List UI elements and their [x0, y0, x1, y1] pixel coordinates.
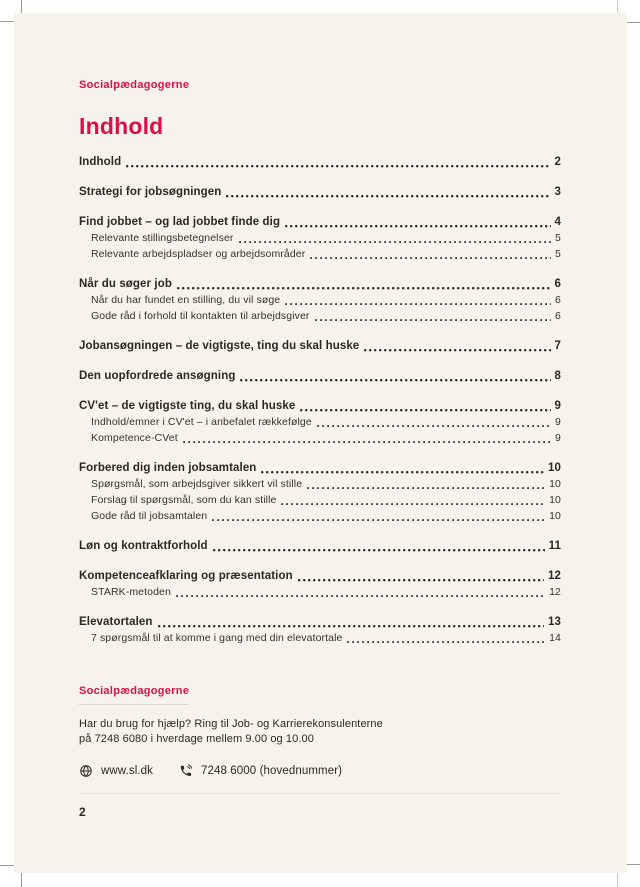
toc-entry-label: Strategi for jobsøgningen	[79, 186, 222, 198]
toc-entry-label: Jobansøgningen – de vigtigste, ting du skal huske	[79, 340, 360, 352]
toc-entry-label: Når du har fundet en stilling, du vil søge	[91, 294, 281, 306]
toc-entry-label: Kompetence-CVet	[91, 432, 178, 444]
toc-entry[interactable]	[79, 584, 561, 600]
toc-entry-page: 10	[549, 478, 561, 490]
toc-entry[interactable]	[79, 230, 561, 246]
page-title: Indhold	[79, 113, 164, 139]
toc-leader-dots	[213, 549, 545, 552]
crop-mark	[626, 864, 640, 865]
help-text-line1: Har du brug for hjælp? Ring til Job- og Karrierekonsulenterne	[79, 718, 383, 730]
toc-leader-dots	[176, 595, 545, 598]
crop-mark	[626, 22, 640, 23]
toc-entry-page: 12	[548, 570, 561, 582]
toc-entry[interactable]	[79, 308, 561, 324]
help-text-line2: på 7248 6080 i hverdage mellem 9.00 og 10.00	[79, 733, 314, 745]
toc-entry-label: Relevante arbejdspladser og arbejdsområder	[91, 248, 306, 260]
toc-leader-dots	[315, 319, 552, 322]
toc-entry-page: 9	[555, 432, 561, 444]
toc-leader-dots	[285, 303, 551, 306]
toc-entry-page: 3	[554, 186, 561, 198]
toc-entry-page: 6	[555, 310, 561, 322]
toc-leader-dots	[261, 471, 544, 474]
crop-mark	[617, 0, 618, 13]
crop-mark	[0, 21, 14, 22]
toc-leader-dots	[281, 503, 545, 506]
toc-entry-page: 10	[549, 510, 561, 522]
page-number: 2	[79, 805, 86, 819]
toc-entry[interactable]	[79, 630, 561, 646]
toc-entry-label: STARK-metoden	[91, 586, 171, 598]
toc-entry[interactable]	[79, 568, 561, 584]
toc-entry[interactable]	[79, 154, 561, 170]
toc-entry[interactable]	[79, 398, 561, 414]
toc-entry[interactable]	[79, 508, 561, 524]
crop-mark	[21, 873, 22, 887]
toc-entry-page: 13	[548, 616, 561, 628]
toc-entry-label: Relevante stillingsbetegnelser	[91, 232, 234, 244]
toc-entry-page: 5	[555, 248, 561, 260]
toc-leader-dots	[300, 409, 550, 412]
toc-leader-dots	[177, 287, 551, 290]
toc-entry-label: CV'et – de vigtigste ting, du skal huske	[79, 400, 296, 412]
toc-leader-dots	[126, 165, 550, 168]
toc-leader-dots	[317, 425, 551, 428]
toc-entry-label: Kompetenceafklaring og præsentation	[79, 570, 293, 582]
brand-header: Socialpædagogerne	[79, 79, 190, 91]
footer-divider	[79, 793, 561, 794]
toc-entry-label: Gode råd til jobsamtalen	[91, 510, 208, 522]
toc-entry-label: Find jobbet – og lad jobbet finde dig	[79, 216, 281, 228]
toc-entry-label: Indhold/emner i CV'et – i anbefalet rækkefølge	[91, 416, 312, 428]
toc-entry-label: 7 spørgsmål til at komme i gang med din elevatortale	[91, 632, 343, 644]
toc-entry-page: 9	[555, 416, 561, 428]
contact-row	[79, 764, 342, 778]
toc-entry-page: 11	[548, 540, 561, 552]
toc-entry[interactable]	[79, 460, 561, 476]
toc-entry-page: 8	[554, 370, 561, 382]
toc-leader-dots	[347, 641, 545, 644]
toc-entry-page: 6	[554, 278, 561, 290]
toc-entry-label: Indhold	[79, 156, 122, 168]
toc-leader-dots	[307, 487, 545, 490]
toc-entry[interactable]	[79, 368, 561, 384]
toc-entry-label: Gode råd i forhold til kontakten til arbejdsgiver	[91, 310, 310, 322]
toc-entry-page: 14	[549, 632, 561, 644]
toc-entry-page: 9	[554, 400, 561, 412]
toc-entry-label: Forbered dig inden jobsamtalen	[79, 462, 257, 474]
toc-entry[interactable]	[79, 614, 561, 630]
toc-leader-dots	[240, 379, 550, 382]
toc-entry[interactable]	[79, 246, 561, 262]
toc-entry[interactable]	[79, 338, 561, 354]
toc-entry-label: Elevatortalen	[79, 616, 153, 628]
toc-leader-dots	[239, 241, 552, 244]
toc-entry-label: Når du søger job	[79, 278, 172, 290]
toc-entry[interactable]	[79, 430, 561, 446]
toc-entry-label: Forslag til spørgsmål, som du kan stille	[91, 494, 277, 506]
toc-leader-dots	[310, 257, 551, 260]
toc-entry-page: 10	[549, 494, 561, 506]
toc-leader-dots	[298, 579, 544, 582]
toc-entry[interactable]	[79, 276, 561, 292]
phone-number: 7248 6000 (hovednummer)	[201, 765, 343, 777]
toc-entry-page: 4	[554, 216, 561, 228]
footer-brand-link[interactable]: Socialpædagogerne	[79, 685, 189, 705]
toc-entry-page: 5	[555, 232, 561, 244]
toc-entry-label: Løn og kontraktforhold	[79, 540, 208, 552]
table-of-contents	[79, 154, 561, 646]
crop-mark	[0, 865, 14, 866]
toc-entry[interactable]	[79, 214, 561, 230]
toc-leader-dots	[212, 519, 545, 522]
document-page	[14, 13, 627, 873]
toc-entry-label: Spørgsmål, som arbejdsgiver sikkert vil stille	[91, 478, 303, 490]
help-text	[79, 717, 383, 747]
toc-leader-dots	[285, 225, 550, 228]
crop-mark	[617, 873, 618, 887]
website-link[interactable]: www.sl.dk	[101, 765, 154, 777]
toc-entry[interactable]	[79, 184, 561, 200]
toc-entry[interactable]	[79, 538, 561, 554]
toc-entry-page: 12	[549, 586, 561, 598]
toc-leader-dots	[226, 195, 550, 198]
phone-handset-icon	[179, 764, 193, 778]
toc-entry-page: 2	[554, 156, 561, 168]
toc-entry-page: 7	[554, 340, 561, 352]
toc-entry[interactable]	[79, 414, 561, 430]
toc-entry-label: Den uopfordrede ansøgning	[79, 370, 236, 382]
crop-mark	[21, 0, 22, 13]
toc-entry[interactable]	[79, 292, 561, 308]
toc-entry-page: 6	[555, 294, 561, 306]
toc-leader-dots	[183, 441, 551, 444]
toc-leader-dots	[158, 625, 544, 628]
toc-entry[interactable]	[79, 476, 561, 492]
toc-entry[interactable]	[79, 492, 561, 508]
toc-entry-page: 10	[548, 462, 561, 474]
toc-leader-dots	[364, 349, 550, 352]
globe-icon	[79, 764, 93, 778]
